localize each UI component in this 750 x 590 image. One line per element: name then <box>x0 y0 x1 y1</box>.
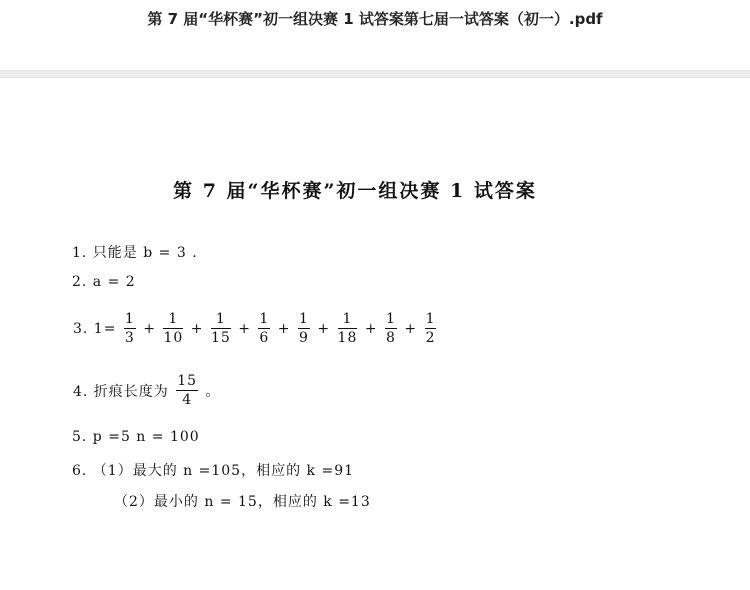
toolbar-separator <box>0 70 750 78</box>
fraction-denominator: 10 <box>163 330 184 346</box>
answer-6-part-2: （2）最小的 n = 15，相应的 k =13 <box>114 494 371 510</box>
document-page <box>0 78 750 590</box>
fraction-numerator: 1 <box>425 311 436 327</box>
plus-sign: + <box>404 320 418 337</box>
plus-sign: + <box>190 320 204 337</box>
plus-sign: + <box>277 320 291 337</box>
answer-4-prefix: 4. 折痕长度为 <box>73 383 169 400</box>
fraction-numerator: 1 <box>124 311 135 327</box>
fraction <box>163 310 183 347</box>
fraction <box>176 372 198 409</box>
file-title: 第 7 届“华杯赛”初一组决赛 1 试答案第七届一试答案（初一）.pdf <box>147 10 603 28</box>
title-bar <box>0 0 750 70</box>
fraction-denominator: 3 <box>124 330 135 346</box>
plus-sign: + <box>143 320 157 337</box>
fraction-denominator: 6 <box>259 330 270 346</box>
fraction-numerator: 1 <box>298 311 309 327</box>
fraction-denominator: 9 <box>298 330 309 346</box>
fraction-denominator: 18 <box>337 330 358 346</box>
fraction-denominator: 15 <box>210 330 231 346</box>
answer-3-prefix: 3. 1= <box>73 320 117 337</box>
fraction <box>425 310 437 347</box>
answer-4-suffix: 。 <box>205 383 221 400</box>
fraction-denominator: 8 <box>386 330 396 346</box>
fraction <box>124 310 136 347</box>
plus-sign: + <box>238 320 251 337</box>
answer-6-part-1: 6. （1）最大的 n =105，相应的 k =91 <box>72 463 355 479</box>
fraction-numerator: 1 <box>386 311 396 327</box>
answer-1: 1. 只能是 b = 3 . <box>72 245 198 261</box>
fraction-denominator: 4 <box>182 392 193 408</box>
answer-5: 5. p =5 n = 100 <box>72 429 200 445</box>
answer-4 <box>72 372 222 409</box>
document-title: 第 7 届“华杯赛”初一组决赛 1 试答案 <box>173 180 537 202</box>
fraction-numerator: 1 <box>211 310 231 329</box>
plus-sign: + <box>317 320 331 337</box>
fraction-numerator: 1 <box>163 310 183 329</box>
fraction-numerator: 1 <box>259 311 270 327</box>
fraction-numerator: 15 <box>177 373 198 389</box>
fraction <box>211 310 231 347</box>
fraction-denominator: 2 <box>425 330 436 346</box>
fraction-numerator: 1 <box>338 310 358 329</box>
answer-3 <box>72 310 437 347</box>
fraction <box>258 310 270 347</box>
plus-sign: + <box>364 320 378 337</box>
fraction <box>338 310 358 347</box>
fraction <box>298 310 310 347</box>
fraction <box>385 310 397 347</box>
answer-2: 2. a = 2 <box>72 274 136 290</box>
